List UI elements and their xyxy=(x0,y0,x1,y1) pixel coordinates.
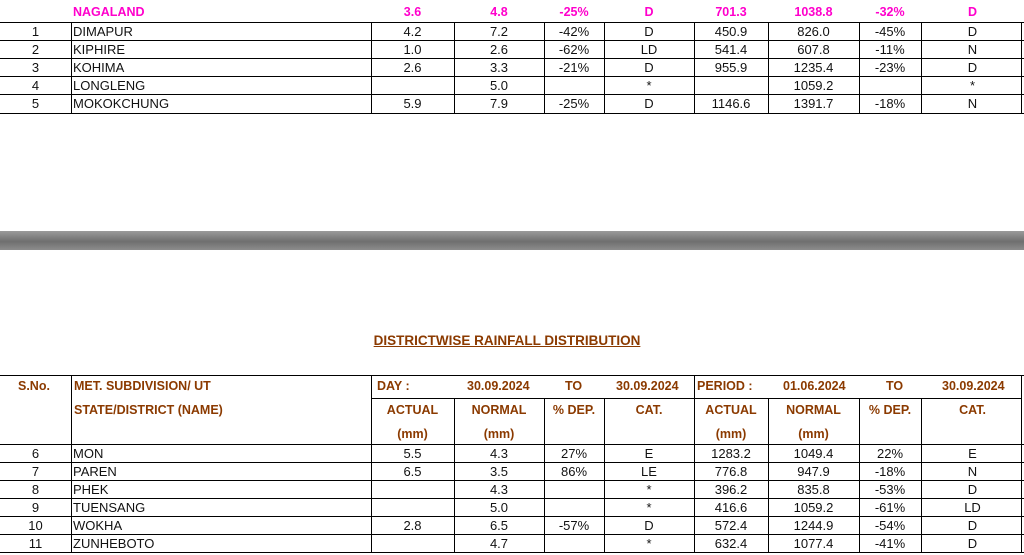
header-unit: (mm) xyxy=(715,427,747,441)
state-row xyxy=(0,3,1024,21)
state-period-normal: 1038.8 xyxy=(794,5,833,19)
row-day-cat: E xyxy=(644,446,654,461)
row-sno: 7 xyxy=(31,464,40,479)
grid-line xyxy=(0,76,1024,77)
row-period-normal: 1077.4 xyxy=(793,536,834,551)
row-day-dep: -21% xyxy=(558,60,590,75)
row-day-actual: 6.5 xyxy=(403,464,422,479)
table-row xyxy=(0,59,1024,77)
row-period-actual: 416.6 xyxy=(714,500,748,515)
row-period-dep: -18% xyxy=(874,464,906,479)
row-period-cat: D xyxy=(967,518,978,533)
grid-line xyxy=(0,113,1024,114)
row-day-normal: 7.2 xyxy=(489,24,509,39)
row-period-cat: D xyxy=(967,482,978,497)
state-name: NAGALAND xyxy=(73,5,145,19)
row-period-normal: 1049.4 xyxy=(793,446,834,461)
row-period-normal: 826.0 xyxy=(797,24,830,39)
header-period-to: 30.09.2024 xyxy=(942,379,1005,393)
page-title: DISTRICTWISE RAINFALL DISTRIBUTION xyxy=(373,333,641,348)
table-row xyxy=(0,23,1024,41)
grid-line xyxy=(604,22,605,114)
row-district: PHEK xyxy=(73,482,109,497)
row-day-cat: D xyxy=(644,24,654,39)
header-normal: NORMAL xyxy=(786,403,841,417)
grid-line xyxy=(371,375,372,553)
header-state-district: STATE/DISTRICT (NAME) xyxy=(74,403,223,417)
grid-line xyxy=(859,22,860,114)
grid-line xyxy=(1021,375,1022,553)
table-row xyxy=(0,499,1024,517)
row-period-normal: 1244.9 xyxy=(793,518,834,533)
row-period-normal: 1059.2 xyxy=(793,78,834,93)
header-day-label: DAY : xyxy=(377,379,410,393)
page-divider xyxy=(0,231,1024,250)
row-sno: 5 xyxy=(31,96,40,111)
state-day-dep: -25% xyxy=(559,5,589,19)
header-actual: ACTUAL xyxy=(705,403,757,417)
grid-line xyxy=(0,552,1024,553)
row-day-actual: 2.8 xyxy=(403,518,422,533)
header-unit: (mm) xyxy=(798,427,829,441)
row-day-actual xyxy=(371,481,454,499)
header-subdivision: MET. SUBDIVISION/ UT xyxy=(74,379,211,393)
row-day-dep: -62% xyxy=(558,42,590,57)
header-period-from: 01.06.2024 xyxy=(783,379,846,393)
row-period-dep: -53% xyxy=(874,482,906,497)
row-day-dep: -57% xyxy=(558,518,590,533)
table-row xyxy=(0,517,1024,535)
row-period-cat: D xyxy=(967,60,978,75)
row-district: TUENSANG xyxy=(73,500,146,515)
header-to: TO xyxy=(886,379,904,393)
table-row xyxy=(0,77,1024,95)
row-period-actual: 1146.6 xyxy=(711,96,751,111)
row-day-cat: * xyxy=(646,500,652,515)
row-day-normal: 2.6 xyxy=(489,42,509,57)
row-period-cat: N xyxy=(967,464,978,479)
table-row xyxy=(0,463,1024,481)
row-day-cat: D xyxy=(644,96,654,111)
row-district: KIPHIRE xyxy=(73,42,126,57)
row-period-normal: 947.9 xyxy=(797,464,830,479)
row-period-actual: 1283.2 xyxy=(711,446,751,461)
row-day-normal: 5.0 xyxy=(489,78,509,93)
row-period-dep: -54% xyxy=(874,518,906,533)
row-period-actual: 632.4 xyxy=(714,536,748,551)
row-period-dep xyxy=(859,77,921,95)
grid-line xyxy=(768,398,769,553)
row-day-actual xyxy=(371,499,454,517)
row-period-cat: N xyxy=(967,96,978,111)
row-sno: 4 xyxy=(31,78,40,93)
row-sno: 9 xyxy=(31,500,40,515)
row-day-dep xyxy=(544,535,604,553)
row-day-actual xyxy=(371,535,454,553)
grid-line xyxy=(859,398,860,553)
grid-line xyxy=(71,22,72,114)
row-day-actual: 1.0 xyxy=(403,42,422,57)
row-period-normal: 835.8 xyxy=(797,482,830,497)
row-district: PAREN xyxy=(73,464,117,479)
row-day-cat: * xyxy=(646,536,652,551)
grid-line xyxy=(1021,22,1022,114)
row-day-dep xyxy=(544,481,604,499)
header-unit: (mm) xyxy=(483,427,515,441)
header-day-to: 30.09.2024 xyxy=(616,379,679,393)
header-period-label: PERIOD : xyxy=(697,379,753,393)
grid-line xyxy=(694,22,695,114)
grid-line xyxy=(0,94,1024,95)
table-row xyxy=(0,445,1024,463)
row-day-normal: 4.7 xyxy=(489,536,509,551)
row-period-actual: 450.9 xyxy=(714,24,748,39)
row-day-actual: 5.5 xyxy=(403,446,422,461)
row-day-normal: 7.9 xyxy=(489,96,509,111)
row-day-cat: D xyxy=(644,518,654,533)
row-sno: 10 xyxy=(28,518,43,533)
table-row xyxy=(0,41,1024,59)
grid-line xyxy=(768,22,769,114)
row-district: KOHIMA xyxy=(73,60,125,75)
row-day-actual xyxy=(371,77,454,95)
row-day-normal: 5.0 xyxy=(489,500,509,515)
row-period-cat: D xyxy=(967,24,978,39)
row-period-normal: 607.8 xyxy=(797,42,830,57)
grid-line xyxy=(604,398,605,553)
row-day-dep: 86% xyxy=(560,464,588,479)
grid-line xyxy=(454,398,455,553)
row-period-dep: 22% xyxy=(876,446,904,461)
grid-line xyxy=(454,22,455,114)
row-sno: 2 xyxy=(31,42,40,57)
row-day-cat: * xyxy=(646,78,652,93)
state-period-cat: D xyxy=(967,5,978,19)
row-sno: 1 xyxy=(31,24,40,39)
grid-line xyxy=(921,398,922,553)
row-period-normal: 1391.7 xyxy=(793,96,834,111)
row-day-dep xyxy=(544,77,604,95)
row-period-dep: -23% xyxy=(874,60,906,75)
row-day-normal: 6.5 xyxy=(489,518,509,533)
row-period-actual: 955.9 xyxy=(714,60,748,75)
row-period-dep: -41% xyxy=(874,536,906,551)
table-row xyxy=(0,535,1024,553)
row-period-normal: 1235.4 xyxy=(793,60,834,75)
grid-line xyxy=(0,516,1024,517)
row-period-actual: 572.4 xyxy=(714,518,748,533)
grid-line xyxy=(694,375,695,553)
header-unit: (mm) xyxy=(397,427,428,441)
header-dep: % DEP. xyxy=(552,403,596,417)
grid-line xyxy=(371,22,372,114)
row-district: LONGLENG xyxy=(73,78,146,93)
header-actual: ACTUAL xyxy=(386,403,439,417)
row-day-dep: -42% xyxy=(558,24,590,39)
state-period-dep: -32% xyxy=(875,5,905,19)
row-sno: 8 xyxy=(31,482,40,497)
header-dep: % DEP. xyxy=(868,403,912,417)
header-cat: CAT. xyxy=(959,403,986,417)
row-district: MON xyxy=(73,446,104,461)
row-day-cat: LE xyxy=(641,464,657,479)
row-period-dep: -45% xyxy=(874,24,906,39)
row-day-normal: 3.3 xyxy=(489,60,509,75)
grid-line xyxy=(371,398,1021,399)
row-day-normal: 3.5 xyxy=(489,464,509,479)
row-day-dep: 27% xyxy=(560,446,588,461)
row-day-dep: -25% xyxy=(558,96,590,111)
row-period-cat: N xyxy=(967,42,978,57)
grid-line xyxy=(921,22,922,114)
row-period-actual xyxy=(694,77,768,95)
row-period-actual: 541.4 xyxy=(714,42,748,57)
grid-line xyxy=(544,22,545,114)
row-day-cat: D xyxy=(644,60,654,75)
grid-line xyxy=(0,40,1024,41)
row-district: ZUNHEBOTO xyxy=(73,536,155,551)
row-day-cat: * xyxy=(646,482,652,497)
row-day-actual: 4.2 xyxy=(403,24,422,39)
header-sno: S.No. xyxy=(18,379,50,393)
row-period-dep: -61% xyxy=(874,500,906,515)
row-day-normal: 4.3 xyxy=(489,482,509,497)
row-sno: 6 xyxy=(31,446,40,461)
row-period-dep: -11% xyxy=(875,42,905,57)
row-day-normal: 4.3 xyxy=(489,446,509,461)
row-period-normal: 1059.2 xyxy=(793,500,834,515)
row-district: WOKHA xyxy=(73,518,123,533)
row-period-dep: -18% xyxy=(874,96,906,111)
row-sno: 11 xyxy=(28,536,43,551)
grid-line xyxy=(71,375,72,553)
state-day-cat: D xyxy=(644,5,654,19)
row-period-cat: * xyxy=(969,78,976,93)
row-day-cat: LD xyxy=(640,42,658,57)
grid-line xyxy=(0,58,1024,59)
state-day-normal: 4.8 xyxy=(490,5,508,19)
header-normal: NORMAL xyxy=(471,403,527,417)
grid-line xyxy=(0,22,1024,23)
row-period-actual: 776.8 xyxy=(714,464,748,479)
state-period-actual: 701.3 xyxy=(715,5,747,19)
table-row xyxy=(0,481,1024,499)
state-day-actual: 3.6 xyxy=(403,5,422,19)
row-day-dep xyxy=(544,499,604,517)
grid-line xyxy=(0,480,1024,481)
header-cat: CAT. xyxy=(635,403,663,417)
row-period-cat: E xyxy=(968,446,977,461)
row-period-cat: LD xyxy=(964,500,981,515)
header-day-from: 30.09.2024 xyxy=(467,379,530,393)
row-sno: 3 xyxy=(31,60,40,75)
header-to: TO xyxy=(565,379,583,393)
table-row xyxy=(0,95,1024,113)
grid-line xyxy=(544,398,545,553)
grid-line xyxy=(0,375,1024,376)
grid-line xyxy=(0,462,1024,463)
row-period-cat: D xyxy=(967,536,978,551)
row-district: DIMAPUR xyxy=(73,24,133,39)
row-day-actual: 5.9 xyxy=(403,96,422,111)
grid-line xyxy=(0,498,1024,499)
row-district: MOKOKCHUNG xyxy=(73,96,170,111)
grid-line xyxy=(0,534,1024,535)
row-day-actual: 2.6 xyxy=(403,60,422,75)
grid-line xyxy=(0,444,1024,445)
row-period-actual: 396.2 xyxy=(714,482,748,497)
